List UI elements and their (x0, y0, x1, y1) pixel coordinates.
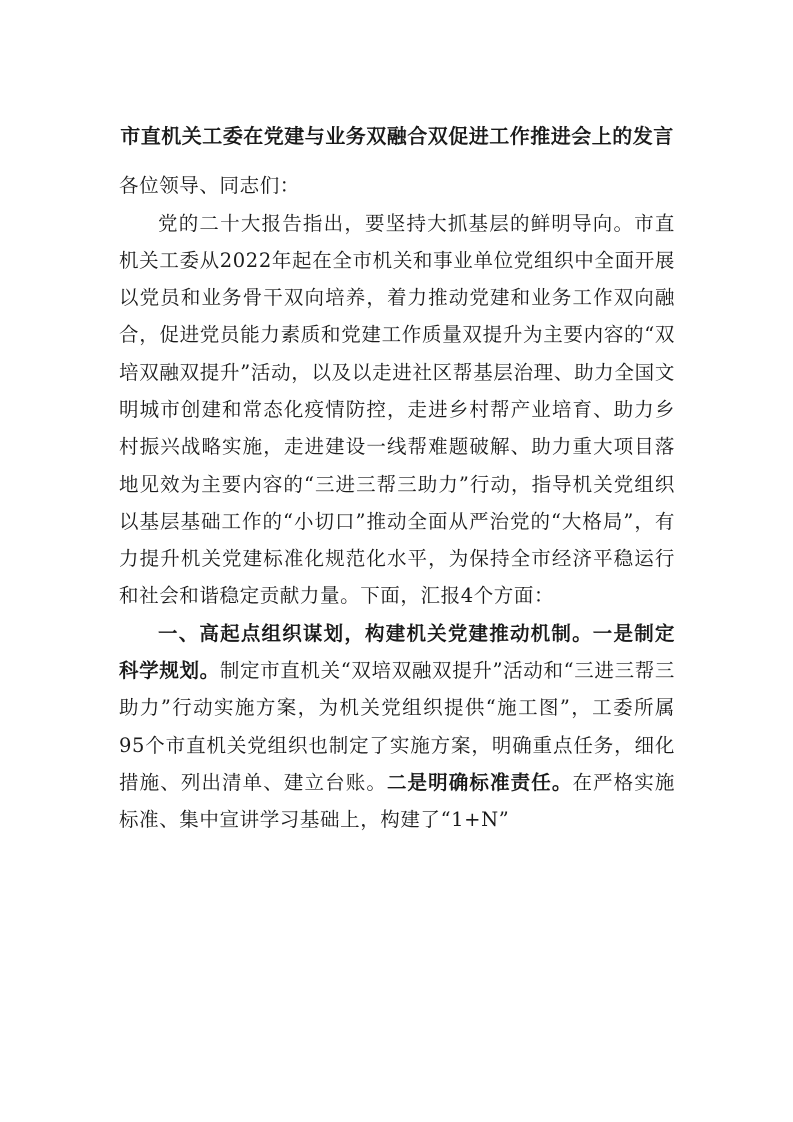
salutation: 各位领导、同志们： (119, 174, 300, 197)
document-title: 市直机关工委在党建与业务双融合双促进工作推进会上的发言 (120, 124, 674, 148)
point-two-title: 二是明确标准责任。 (386, 770, 573, 794)
paragraph-section-one (119, 615, 675, 839)
paragraph-intro: 党的二十大报告指出，要坚持大抓基层的鲜明导向。市直机关工委从2022年起在全市机关和事业单位党组织中全面开展以党员和业务骨干双向培养，着力推动党建和业务工作双向融合，促进党员能力素质和党建工作质量双提升为主要内容的“双培双融双提升”活动，以及以走进社区帮基层治理、助力全国文明城市创建和常态化疫情防控，走进乡村帮产业培育、助力乡村振兴战略实施，走进建设一线帮难题破解、助力重大项目落地见效为主要内容的“三进三帮三助力”行动，指导机关党组织以基层基础工作的“小切口”推动全面从严治党的“大格局”，有力提升机关党建标准化规范化水平，为保持全市经济平稳运行和社会和谐稳定贡献力量。下面，汇报4个方面： (119, 211, 675, 608)
point-two-text: 在严格实施标准、集中宣讲学习基础上，构建了“1+N” (119, 770, 675, 832)
point-one-text: 制定市直机关“双培双融双提升”活动和“三进三帮三助力”行动实施方案，为机关党组织提供“施工图”，工委所属95个市直机关党组织也制定了实施方案，明确重点任务，细化措施、列出清单、建立台账。 (119, 659, 675, 794)
point-one-title: 一是制定科学规划。 (119, 621, 675, 683)
section-one-heading: 一、高起点组织谋划，构建机关党建推动机制。 (158, 621, 593, 645)
document-body (119, 116, 675, 839)
